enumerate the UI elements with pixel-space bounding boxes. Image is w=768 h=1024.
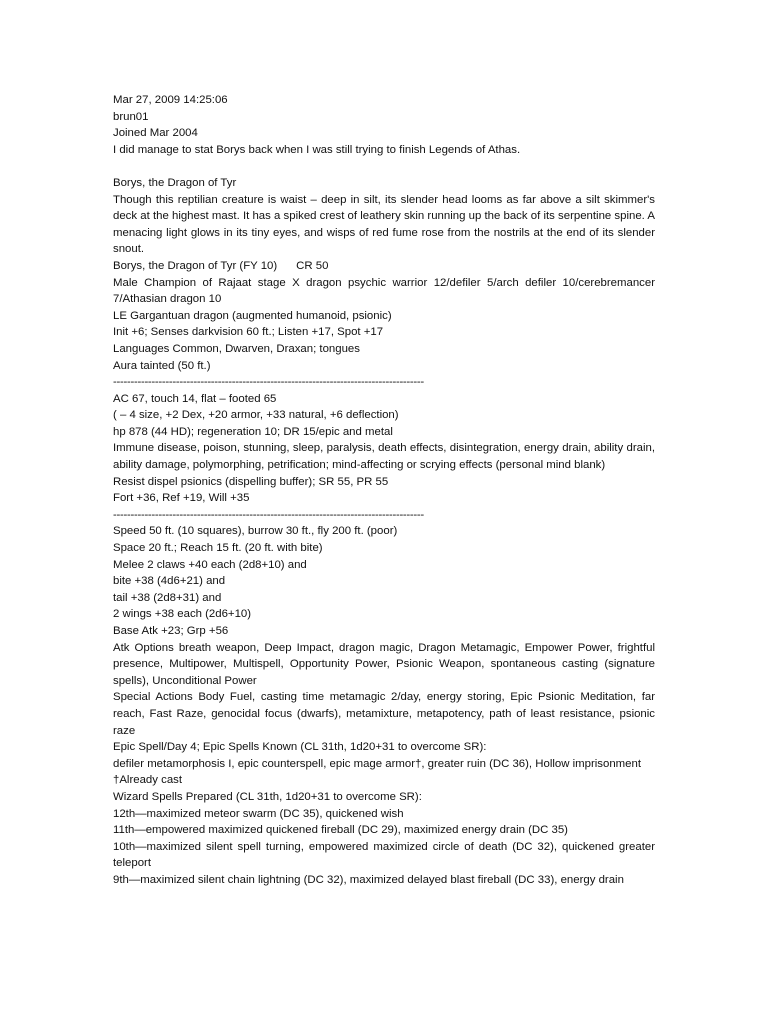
statblock-melee-line: Melee 2 claws +40 each (2d8+10) and: [113, 558, 307, 571]
statblock-melee-line: 2 wings +38 each (2d6+10): [113, 608, 252, 621]
statblock-space-line: Space 20 ft.; Reach 15 ft. (20 ft. with bite): [113, 542, 323, 555]
statblock-spells-9th: 9th—maximized silent chain lightning (DC 32), maximized delayed blast fireball (DC 33), energy drain: [113, 873, 624, 886]
statblock-type-line: LE Gargantuan dragon (augmented humanoid, psionic): [113, 309, 392, 322]
statblock-base-atk-line: Base Atk +23; Grp +56: [113, 625, 229, 637]
statblock-spells-10th: 10th—maximized silent spell turning, empowered maximized circle of death (DC 32), quickened greater teleport: [113, 840, 655, 870]
statblock-saves-line: Fort +36, Ref +19, Will +35: [113, 492, 250, 505]
statblock-hp-line: hp 878 (44 HD); regeneration 10; DR 15/epic and metal: [113, 425, 393, 438]
statblock-name-line: Borys, the Dragon of Tyr (FY 10) CR 50: [113, 259, 329, 272]
statblock-melee-line: tail +38 (2d8+31) and: [113, 591, 222, 604]
statblock-resist-line: Resist dispel psionics (dispelling buffer); SR 55, PR 55: [113, 475, 389, 488]
post-joined-date: Joined Mar 2004: [113, 127, 198, 140]
statblock-wizard-spells-line: Wizard Spells Prepared (CL 31th, 1d20+31 to overcome SR):: [113, 790, 422, 803]
section-divider: -----------------------------------------------------------------------------------------: [113, 508, 424, 521]
statblock-heading: Borys, the Dragon of Tyr: [113, 176, 237, 189]
post-intro: I did manage to stat Borys back when I was still trying to finish Legends of Athas.: [113, 143, 521, 156]
statblock-epic-spell-line: Epic Spell/Day 4; Epic Spells Known (CL 31th, 1d20+31 to overcome SR):: [113, 741, 487, 754]
statblock-melee-line: bite +38 (4d6+21) and: [113, 575, 226, 588]
statblock-ac-detail: ( – 4 size, +2 Dex, +20 armor, +33 natural, +6 deflection): [113, 409, 399, 422]
statblock-already-cast-note: †Already cast: [113, 774, 183, 787]
statblock-init-line: Init +6; Senses darkvision 60 ft.; Listen +17, Spot +17: [113, 326, 384, 339]
statblock-immune-line: Immune disease, poison, stunning, sleep, paralysis, death effects, disintegration, energy drain, ability drain, ability damage, polymorphing, petrification; mind-affecting or scrying effects (personal mind blank): [113, 442, 655, 472]
forum-post: [113, 92, 655, 889]
statblock-spells-12th: 12th—maximized meteor swarm (DC 35), quickened wish: [113, 807, 404, 820]
statblock-class-line: Male Champion of Rajaat stage X dragon psychic warrior 12/defiler 5/arch defiler 10/cerebremancer 7/Athasian dragon 10: [113, 276, 655, 306]
statblock-special-actions: Special Actions Body Fuel, casting time metamagic 2/day, energy storing, Epic Psionic Meditation, far reach, Fast Raze, genocidal focus (dwarfs), metamixture, metapotency, path of least resistance, psionic raze: [113, 691, 655, 737]
statblock-spells-11th: 11th—empowered maximized quickened fireball (DC 29), maximized energy drain (DC 35): [113, 824, 568, 837]
statblock-languages-line: Languages Common, Dwarven, Draxan; tongues: [113, 342, 360, 355]
statblock-description: Though this reptilian creature is waist – deep in silt, its slender head looms as far above a silt skimmer's deck at the highest mast. It has a spiked crest of leathery skin running up the back of its serpentine spine. A menacing light glows in its tiny eyes, and wisps of red fume rose from the nostrils at the end of its slender snout.: [113, 193, 655, 256]
post-username: brun01: [113, 110, 149, 123]
statblock-aura-line: Aura tainted (50 ft.): [113, 359, 211, 372]
spacer: [113, 158, 655, 175]
section-divider: -----------------------------------------------------------------------------------------: [113, 376, 424, 389]
statblock-speed-line: Speed 50 ft. (10 squares), burrow 30 ft., fly 200 ft. (poor): [113, 525, 398, 538]
statblock-ac-line: AC 67, touch 14, flat – footed 65: [113, 392, 277, 405]
post-timestamp: Mar 27, 2009 14:25:06: [113, 94, 228, 106]
statblock-epic-spells: defiler metamorphosis I, epic counterspell, epic mage armor†, greater ruin (DC 36), Hollow imprisonment: [113, 757, 641, 770]
statblock-atk-options: Atk Options breath weapon, Deep Impact, dragon magic, Dragon Metamagic, Empower Power, frightful presence, Multipower, Multispell, Opportunity Power, Psionic Weapon, spontaneous casting (signature spells), Unconditional Power: [113, 641, 655, 687]
